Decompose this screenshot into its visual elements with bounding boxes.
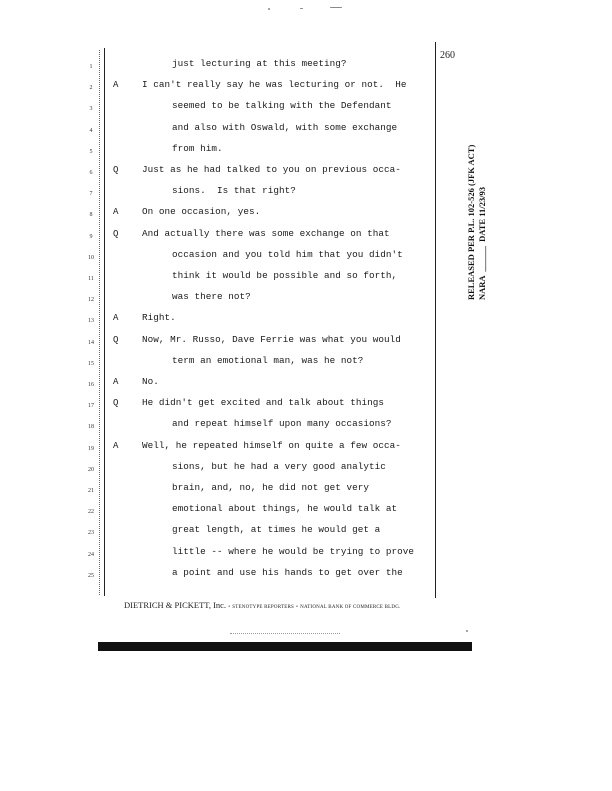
transcript-line: [0, 310, 612, 330]
scan-faint-line: [230, 633, 340, 635]
scan-speck: [268, 8, 270, 10]
line-number: 18: [88, 424, 94, 431]
line-number: 10: [88, 254, 94, 261]
scan-speck: [300, 8, 303, 9]
line-number: 2: [89, 85, 93, 92]
line-text: sions, but he had a very good analytic: [172, 460, 386, 472]
line-number: 4: [89, 127, 93, 134]
stamp-line-1: RELEASED PER P.L. 102-526 (JFK ACT): [466, 144, 476, 300]
footer-location: NATIONAL BANK OF COMMERCE BLDG.: [300, 605, 401, 610]
transcript-line: [0, 183, 612, 203]
line-number: 14: [88, 339, 94, 346]
page-number: 260: [440, 50, 455, 61]
line-text: And actually there was some exchange on that: [142, 227, 390, 239]
speaker-label: A: [113, 440, 119, 451]
transcript-line: [0, 289, 612, 309]
transcript-line: [0, 268, 612, 288]
line-text: No.: [142, 376, 159, 387]
reporter-footer: [124, 600, 401, 610]
line-number: 11: [88, 276, 94, 282]
speaker-label: Q: [113, 398, 119, 409]
line-text: term an emotional man, was he not?: [172, 354, 364, 366]
stamp-line-2: NARA ______ DATE 11/23/93: [477, 187, 487, 300]
transcript-line: [0, 98, 612, 118]
scan-speck: [466, 630, 468, 632]
transcript-line: [0, 162, 612, 182]
transcript-line: [0, 459, 612, 479]
line-text: He didn't get excited and talk about things: [142, 397, 385, 409]
transcript-line: [0, 522, 612, 542]
transcript-line: [0, 56, 612, 76]
line-number: 23: [88, 530, 94, 537]
line-number: 21: [88, 488, 94, 494]
speaker-label: A: [113, 313, 119, 324]
line-text: and also with Oswald, with some exchange: [172, 121, 398, 133]
line-number: 1: [89, 64, 93, 70]
transcript-line: [0, 438, 612, 458]
transcript-line: [0, 247, 612, 267]
line-text: emotional about things, he would talk at: [172, 503, 398, 515]
line-number: 25: [88, 572, 94, 579]
line-number: 24: [88, 551, 94, 558]
transcript-line: [0, 120, 612, 140]
speaker-label: Q: [113, 334, 119, 345]
footer-services: STENOTYPE REPORTERS: [232, 605, 294, 610]
line-text: and repeat himself upon many occasions?: [172, 418, 392, 430]
line-text: sions. Is that right?: [172, 185, 296, 197]
firm-name: DIETRICH & PICKETT, Inc.: [124, 600, 227, 610]
scan-speck: [330, 7, 342, 8]
line-number: 20: [88, 466, 94, 473]
speaker-label: Q: [113, 228, 119, 239]
transcript-line: [0, 374, 612, 394]
line-text: little -- where he would be trying to prove: [172, 545, 415, 557]
line-text: was there not?: [172, 291, 251, 303]
line-text: from him.: [172, 142, 223, 154]
speaker-label: A: [113, 80, 119, 91]
line-number: 13: [88, 318, 94, 325]
transcript-line: [0, 544, 612, 564]
line-text: a point and use his hands to get over the: [172, 566, 403, 578]
line-text: Well, he repeated himself on quite a few occa-: [142, 439, 401, 451]
line-text: occasion and you told him that you didn't: [172, 248, 403, 260]
line-text: Just as he had talked to you on previous occa-: [142, 164, 401, 175]
speaker-label: Q: [113, 165, 119, 175]
line-text: I can't really say he was lecturing or not. He: [142, 79, 407, 91]
transcript-line: [0, 565, 612, 585]
transcript-line: [0, 332, 612, 352]
line-text: think it would be possible and so forth,: [172, 270, 398, 281]
transcript-line: [0, 416, 612, 436]
line-text: great length, at times he would get a: [172, 524, 381, 536]
line-text: seemed to be talking with the Defendant: [172, 100, 392, 112]
release-stamp: [466, 145, 488, 300]
scan-edge-bar: [98, 642, 472, 651]
transcript-line: [0, 480, 612, 500]
line-number: 9: [89, 233, 93, 240]
line-text: just lecturing at this meeting?: [172, 58, 347, 69]
line-number: 12: [88, 297, 94, 304]
line-number: 5: [89, 148, 93, 155]
transcript-line: [0, 204, 612, 224]
footer-separator: •: [228, 605, 231, 610]
line-text: Right.: [142, 312, 176, 324]
line-number: 16: [88, 382, 94, 388]
line-number: 17: [88, 403, 94, 410]
line-text: brain, and, no, he did not get very: [172, 482, 370, 493]
speaker-label: A: [113, 207, 119, 218]
line-text: Now, Mr. Russo, Dave Ferrie was what you would: [142, 333, 401, 345]
transcript-line: [0, 77, 612, 97]
transcript-line: [0, 501, 612, 521]
line-number: 15: [88, 360, 94, 367]
speaker-label: A: [113, 377, 119, 387]
line-text: On one occasion, yes.: [142, 206, 261, 218]
line-number: 7: [89, 191, 93, 198]
line-number: 22: [88, 509, 94, 516]
transcript-line: [0, 353, 612, 373]
transcript-line: [0, 395, 612, 415]
line-number: 19: [88, 445, 94, 452]
transcript-line: [0, 141, 612, 161]
footer-separator: •: [296, 605, 299, 610]
line-number: 6: [89, 170, 93, 176]
transcript-line: [0, 226, 612, 246]
line-number: 8: [89, 212, 93, 219]
line-number: 3: [89, 106, 93, 113]
